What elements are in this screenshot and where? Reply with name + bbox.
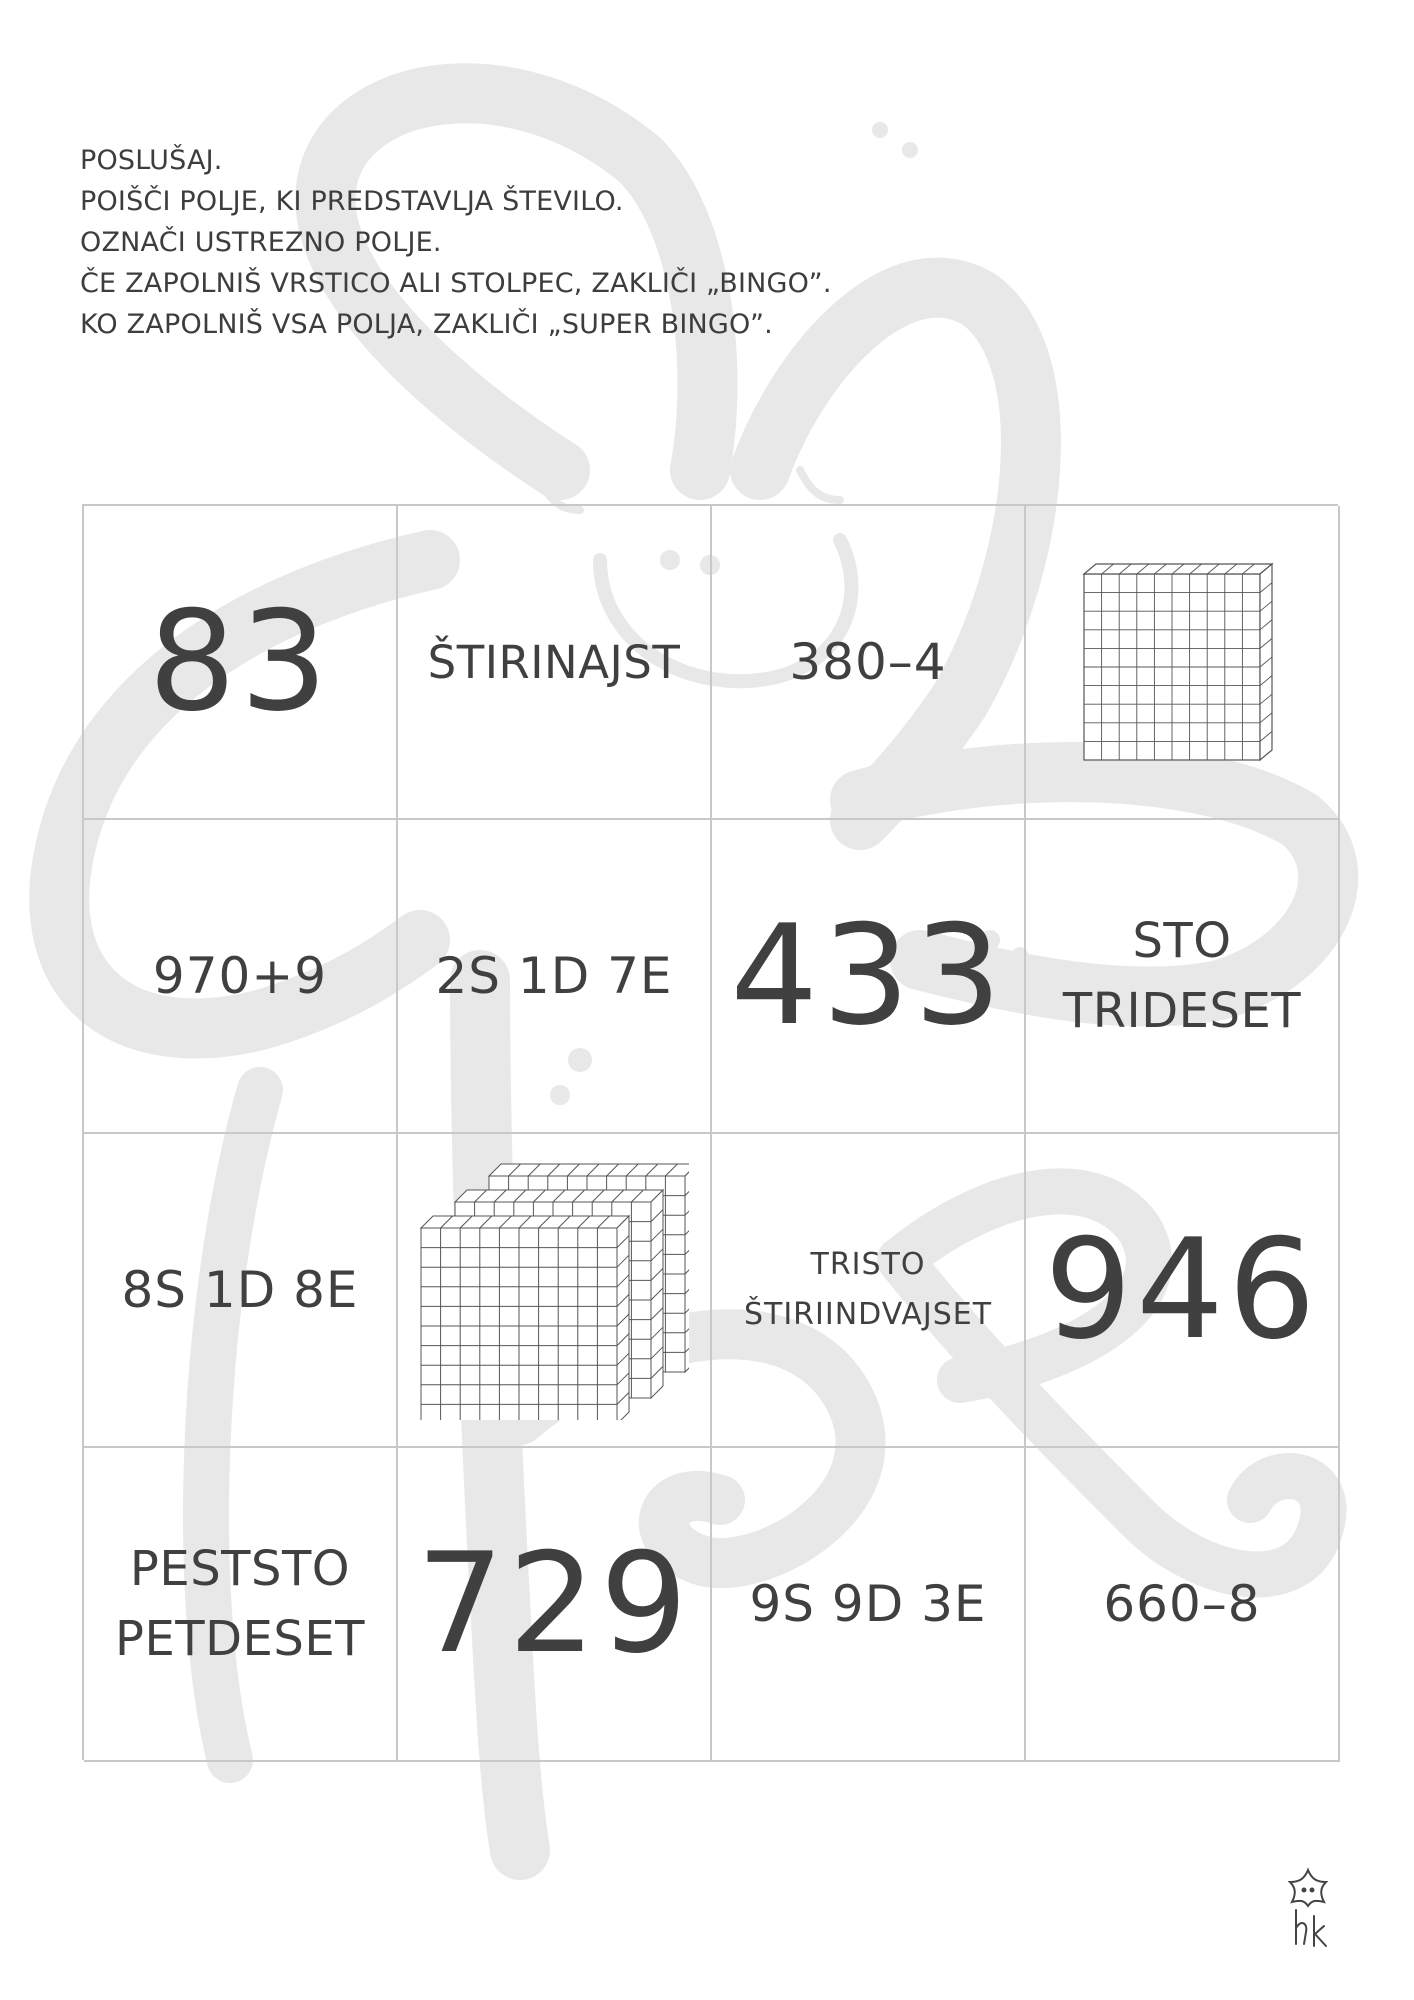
bingo-cell[interactable] — [1026, 1448, 1340, 1762]
hk-logo-icon — [1278, 1866, 1338, 1950]
cell-place-value: 8S 1D 8E — [121, 1261, 359, 1319]
cell-expression: 660–8 — [1103, 1575, 1261, 1633]
instruction-line: POSLUŠAJ. — [80, 145, 223, 176]
bingo-cell[interactable] — [712, 1448, 1026, 1762]
bingo-cell[interactable] — [84, 1134, 398, 1448]
cell-word-line: TRISTO — [810, 1247, 926, 1282]
cell-expression: 380–4 — [789, 633, 947, 691]
cell-number: 946 — [1044, 1209, 1320, 1370]
bingo-grid — [82, 504, 1338, 1760]
instruction-line: ČE ZAPOLNIŠ VRSTICO ALI STOLPEC, ZAKLIČI „BINGO”. — [80, 268, 832, 299]
bingo-cell[interactable] — [712, 1134, 1026, 1448]
cell-word-line: PETDESET — [115, 1611, 365, 1667]
cell-word: ŠTIRINAJST — [427, 635, 681, 689]
cell-expression: 970+9 — [152, 947, 328, 1005]
bingo-cell[interactable] — [1026, 506, 1340, 820]
hundred-block-icon — [1082, 562, 1282, 762]
instruction-line: KO ZAPOLNIŠ VSA POLJA, ZAKLIČI „SUPER BINGO”. — [80, 309, 773, 340]
bingo-cell[interactable] — [398, 1134, 712, 1448]
instructions — [80, 140, 832, 345]
bingo-cell[interactable] — [84, 820, 398, 1134]
bingo-cell[interactable] — [84, 1448, 398, 1762]
bingo-cell[interactable] — [398, 820, 712, 1134]
cell-number: 729 — [416, 1523, 692, 1684]
cell-word-line: ŠTIRIINDVAJSET — [743, 1297, 993, 1332]
bingo-cell[interactable] — [712, 820, 1026, 1134]
cell-place-value: 9S 9D 3E — [749, 1575, 987, 1633]
cell-number: 83 — [148, 581, 332, 742]
cell-word-line: PESTSTO — [129, 1541, 351, 1597]
instruction-line: OZNAČI USTREZNO POLJE. — [80, 227, 442, 258]
bingo-cell[interactable] — [84, 506, 398, 820]
cell-place-value: 2S 1D 7E — [435, 947, 673, 1005]
cell-word-line: STO — [1132, 913, 1232, 969]
bingo-cell[interactable] — [712, 506, 1026, 820]
cell-word-line: TRIDESET — [1062, 983, 1302, 1039]
cell-number: 433 — [730, 895, 1006, 1056]
bingo-cell[interactable] — [398, 1448, 712, 1762]
bingo-cell[interactable] — [1026, 820, 1340, 1134]
three-hundred-blocks-icon — [419, 1160, 689, 1420]
bingo-cell[interactable] — [398, 506, 712, 820]
instruction-line: POIŠČI POLJE, KI PREDSTAVLJA ŠTEVILO. — [80, 186, 624, 217]
bingo-cell[interactable] — [1026, 1134, 1340, 1448]
